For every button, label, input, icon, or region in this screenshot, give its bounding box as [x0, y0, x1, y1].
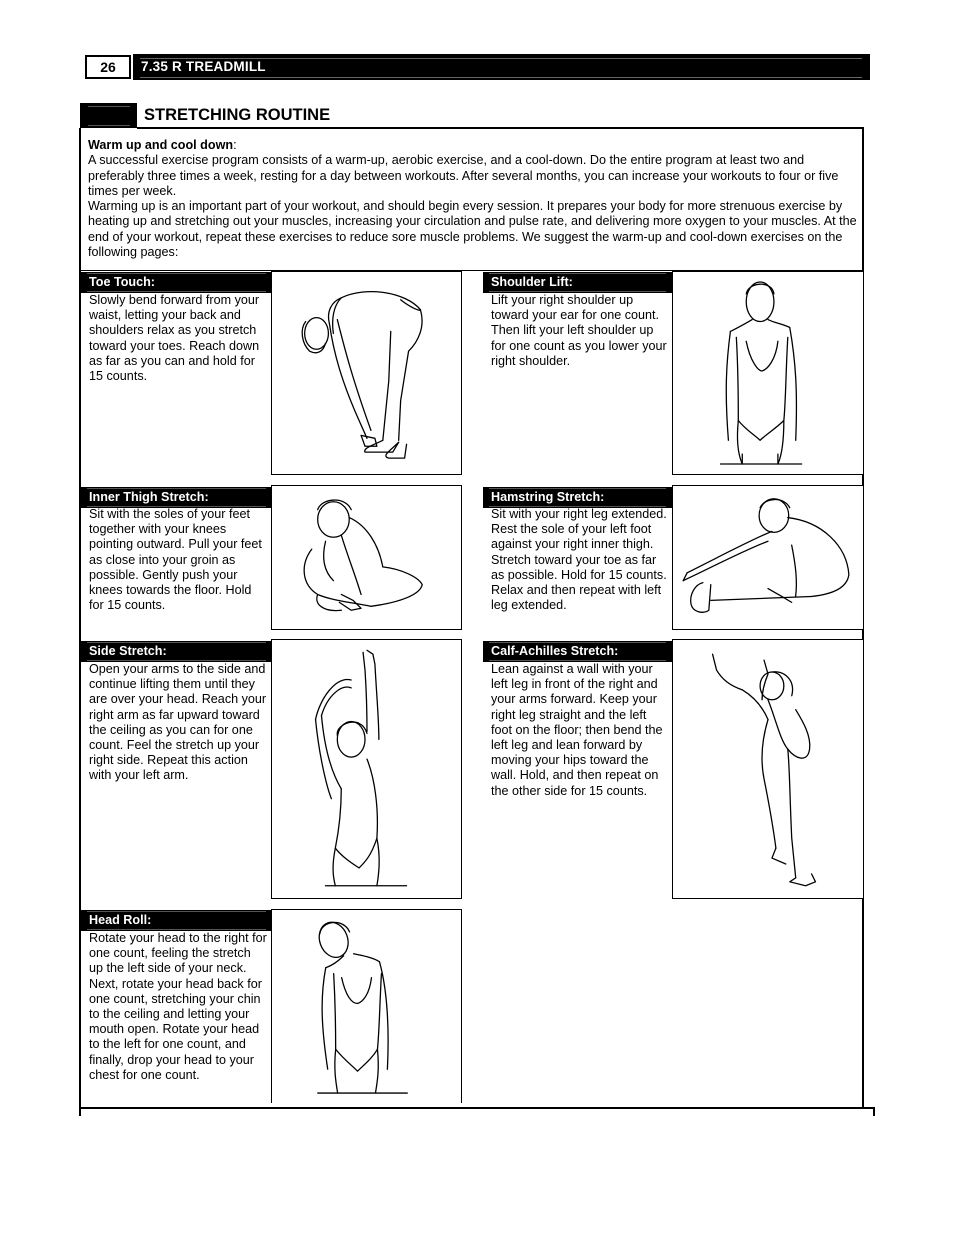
- exercise-title: Hamstring Stretch:: [491, 490, 605, 504]
- exercise-text-shoulder-lift: Lift your right shoulder up toward your ear for one count. Then lift your left shoulder up for one count as you lower your right shoulder.: [491, 293, 667, 368]
- exercise-label-toe-touch: [81, 272, 272, 293]
- exercise-title: Shoulder Lift:: [491, 275, 573, 289]
- exercise-title: Calf-Achilles Stretch:: [491, 644, 619, 658]
- exercise-text-toe-touch: Slowly bend forward from your waist, letting your back and shoulders relax as you stretch toward your toes. Reach down as far as you can and hold for 15 counts.: [89, 293, 260, 384]
- exercise-label-inner-thigh: [81, 487, 272, 508]
- exercise-text-inner-thigh: Sit with the soles of your feet together with your knees pointing outward. Pull your feet as close into your groin as possible. Gently push your knees towards the floor. Hold for 15 counts.: [89, 507, 262, 613]
- exercise-label-shoulder-lift: [483, 272, 672, 293]
- side-stretch-figure-icon: [272, 640, 461, 898]
- intro-paragraph-1: A successful exercise program consists of a warm-up, aerobic exercise, and a cool-down. Do the entire program at least two and preferably three times a week, resting for a day between workouts. After several months, you can increase your workouts to four or five times per week.: [88, 153, 839, 198]
- exercise-title: Toe Touch:: [89, 275, 155, 289]
- intro-section: [88, 138, 858, 260]
- head-roll-figure-icon: [272, 910, 462, 1103]
- exercise-text-calf-achilles: Lean against a wall with your left leg in front of the right and your arms forward. Keep your right leg straight and the left foot on the floor; then bend the left leg and lean forward by moving your hips toward the wall. Hold, and then repeat on the other side for 15 counts.: [491, 662, 663, 798]
- intro-heading-line: [88, 138, 858, 153]
- section-title: STRETCHING ROUTINE: [144, 106, 331, 124]
- head-roll-box-right: [461, 909, 462, 1103]
- exercise-label-side-stretch: [81, 641, 272, 662]
- calf-achilles-illustration: [672, 639, 864, 899]
- frame-bottom: [79, 1107, 875, 1109]
- inner-thigh-illustration: [271, 485, 462, 630]
- intro-paragraph-2: Warming up is an important part of your workout, and should begin every session. It prepares your body for more strenuous exercise by heating up and stretching out your muscles, increasing your circulation and pulse rate, and delivering more oxygen to your muscles. At the end of your workout, repeat these exercises to reduce sore muscle problems. We suggest the warm-up and cool-down exercises on the following pages:: [88, 199, 857, 260]
- intro-heading-suffix: :: [233, 138, 237, 152]
- hamstring-illustration: [672, 485, 864, 630]
- toe-touch-figure-icon: [272, 272, 461, 474]
- shoulder-lift-illustration: [672, 271, 864, 475]
- exercise-title: Inner Thigh Stretch:: [89, 490, 209, 504]
- intro-heading: Warm up and cool down: [88, 138, 234, 152]
- exercise-title: Side Stretch:: [89, 644, 167, 658]
- exercise-text-side-stretch: Open your arms to the side and continue lifting them until they are over your head. Reach your right arm as far upward toward the ceiling as you can for one count. Feel the stretch up your right side. Repeat this action with your left arm.: [89, 662, 267, 783]
- hamstring-figure-icon: [673, 486, 863, 629]
- exercise-label-head-roll: [81, 910, 272, 931]
- side-stretch-illustration: [271, 639, 462, 899]
- frame-top: [137, 127, 864, 129]
- exercise-text-head-roll: Rotate your head to the right for one count, feeling the stretch up the left side of your neck. Next, rotate your head back for one count, stretching your chin to the ceiling and letting your mouth open. Rotate your head to the left for one count, and finally, drop your head to your chest for one count.: [89, 931, 267, 1082]
- document-title: 7.35 R TREADMILL: [141, 59, 266, 74]
- calf-achilles-figure-icon: [673, 640, 863, 898]
- toe-touch-illustration: [271, 271, 462, 475]
- exercise-title: Head Roll:: [89, 913, 152, 927]
- exercise-label-hamstring: [483, 487, 672, 508]
- frame-tick: [873, 1107, 875, 1116]
- shoulder-lift-figure-icon: [673, 272, 863, 474]
- exercise-text-hamstring: Sit with your right leg extended. Rest the sole of your left foot against your right inner thigh. Stretch toward your toe as far as possible. Hold for 15 counts. Relax and then repeat with left leg extended.: [491, 507, 667, 613]
- page-number: 26: [85, 55, 131, 79]
- section-marker-lines: [88, 106, 130, 126]
- exercise-label-calf-achilles: [483, 641, 672, 662]
- inner-thigh-figure-icon: [272, 486, 461, 629]
- head-roll-illustration: [271, 909, 462, 1103]
